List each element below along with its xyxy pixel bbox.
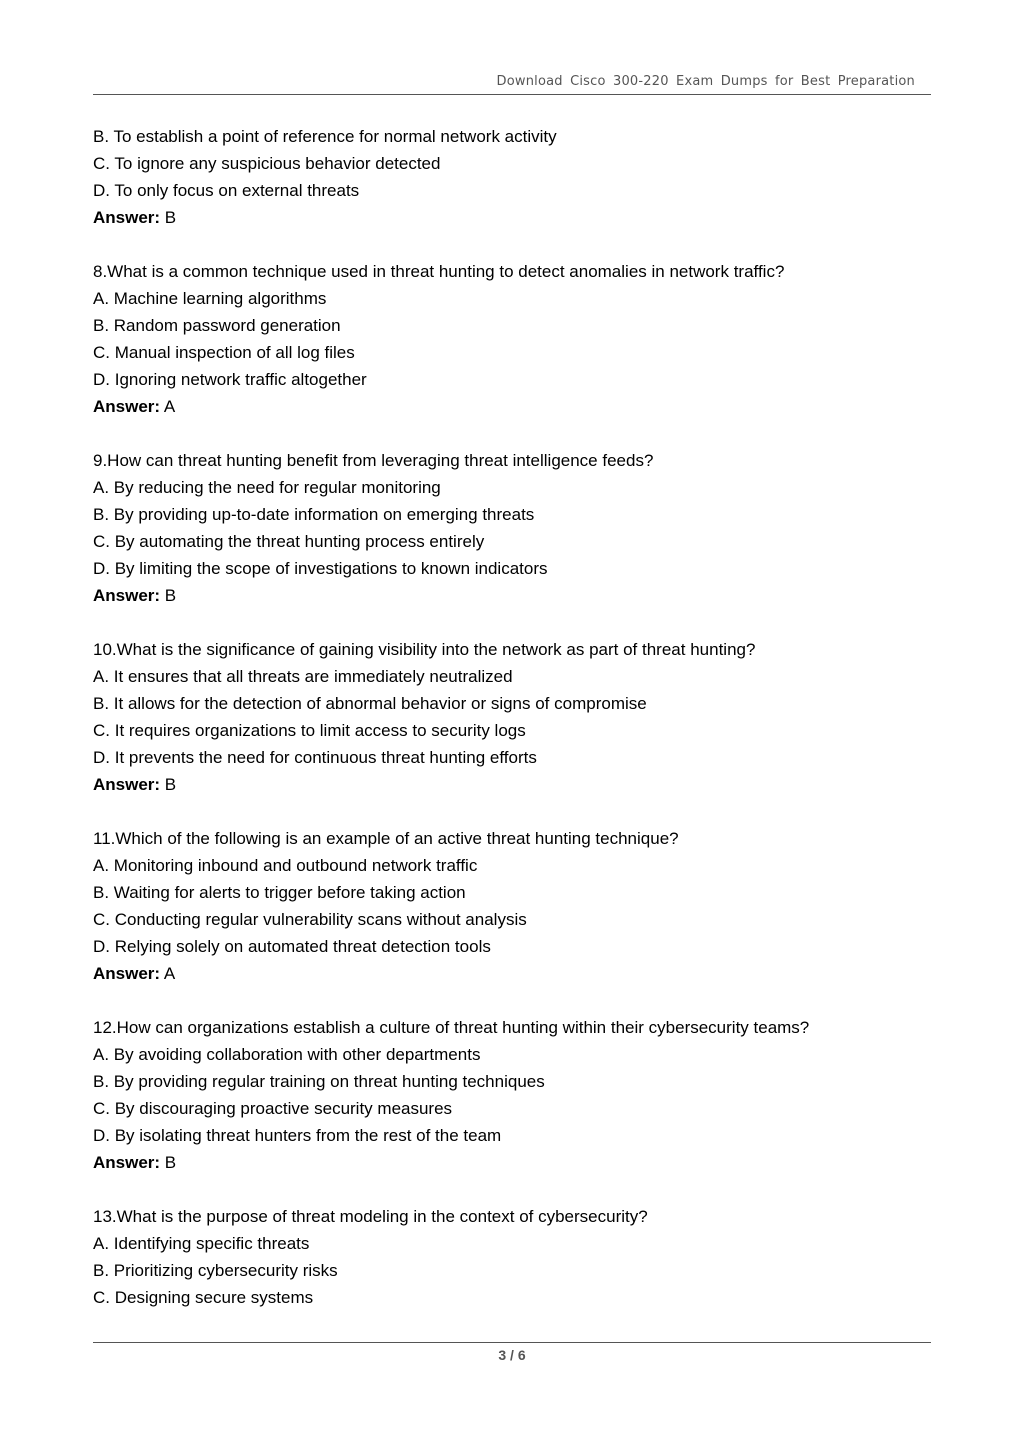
option-d: D. By limiting the scope of investigations to known indicators [93, 559, 548, 578]
option-c: C. It requires organizations to limit access to security logs [93, 721, 526, 740]
option-c: C. By discouraging proactive security measures [93, 1099, 453, 1118]
answer-value: B [160, 586, 177, 605]
option-c: C. Manual inspection of all log files [93, 343, 355, 362]
option-b: B. Waiting for alerts to trigger before taking action [93, 883, 466, 902]
answer-label: Answer: [93, 1153, 161, 1172]
page-number: 3 / 6 [498, 1347, 526, 1363]
option-c: C. Designing secure systems [93, 1288, 314, 1307]
option-a: A. It ensures that all threats are immediately neutralized [93, 667, 513, 686]
option-d: D. To only focus on external threats [93, 181, 360, 200]
option-b: B. Prioritizing cybersecurity risks [93, 1261, 338, 1280]
question-block [93, 825, 933, 987]
question-block [93, 447, 933, 609]
option-b: B. By providing up-to-date information on emerging threats [93, 505, 535, 524]
answer-label: Answer: [93, 208, 161, 227]
answer-line [93, 204, 933, 231]
option-b: B. Random password generation [93, 316, 341, 335]
question-block [93, 1014, 933, 1176]
question-text: 9.How can threat hunting benefit from leveraging threat intelligence feeds? [93, 451, 654, 470]
option-d: D. It prevents the need for continuous threat hunting efforts [93, 748, 537, 767]
answer-line [93, 582, 933, 609]
question-text: 8.What is a common technique used in threat hunting to detect anomalies in network traffic? [93, 262, 785, 281]
question-block [93, 636, 933, 798]
answer-line [93, 960, 933, 987]
option-b: B. By providing regular training on threat hunting techniques [93, 1072, 545, 1091]
document-body [93, 123, 933, 1338]
option-a: A. Monitoring inbound and outbound network traffic [93, 856, 478, 875]
option-a: A. By reducing the need for regular monitoring [93, 478, 441, 497]
option-b: B. To establish a point of reference for normal network activity [93, 127, 557, 146]
answer-line [93, 771, 933, 798]
answer-label: Answer: [93, 397, 161, 416]
page-footer [93, 1342, 931, 1363]
option-c: C. To ignore any suspicious behavior detected [93, 154, 441, 173]
option-c: C. Conducting regular vulnerability scans without analysis [93, 910, 527, 929]
answer-line [93, 393, 933, 420]
answer-value: A [160, 964, 176, 983]
option-d: D. By isolating threat hunters from the rest of the team [93, 1126, 502, 1145]
answer-value: A [160, 397, 176, 416]
page-header [93, 72, 931, 95]
answer-label: Answer: [93, 586, 161, 605]
question-block [93, 258, 933, 420]
question-text: 10.What is the significance of gaining visibility into the network as part of threat hunting? [93, 640, 756, 659]
answer-label: Answer: [93, 775, 161, 794]
option-d: D. Relying solely on automated threat detection tools [93, 937, 491, 956]
answer-value: B [160, 208, 177, 227]
question-text: 12.How can organizations establish a culture of threat hunting within their cybersecurity teams? [93, 1018, 810, 1037]
option-a: A. Identifying specific threats [93, 1234, 310, 1253]
option-a: A. Machine learning algorithms [93, 289, 327, 308]
answer-value: B [160, 1153, 177, 1172]
question-block [93, 123, 933, 231]
question-block [93, 1203, 933, 1311]
answer-label: Answer: [93, 964, 161, 983]
option-d: D. Ignoring network traffic altogether [93, 370, 367, 389]
question-text: 13.What is the purpose of threat modeling in the context of cybersecurity? [93, 1207, 648, 1226]
answer-value: B [160, 775, 177, 794]
header-title: Download Cisco 300-220 Exam Dumps for Best Preparation [496, 74, 915, 89]
answer-line [93, 1149, 933, 1176]
question-text: 11.Which of the following is an example of an active threat hunting technique? [93, 829, 679, 848]
option-a: A. By avoiding collaboration with other departments [93, 1045, 481, 1064]
option-b: B. It allows for the detection of abnormal behavior or signs of compromise [93, 694, 647, 713]
option-c: C. By automating the threat hunting process entirely [93, 532, 485, 551]
